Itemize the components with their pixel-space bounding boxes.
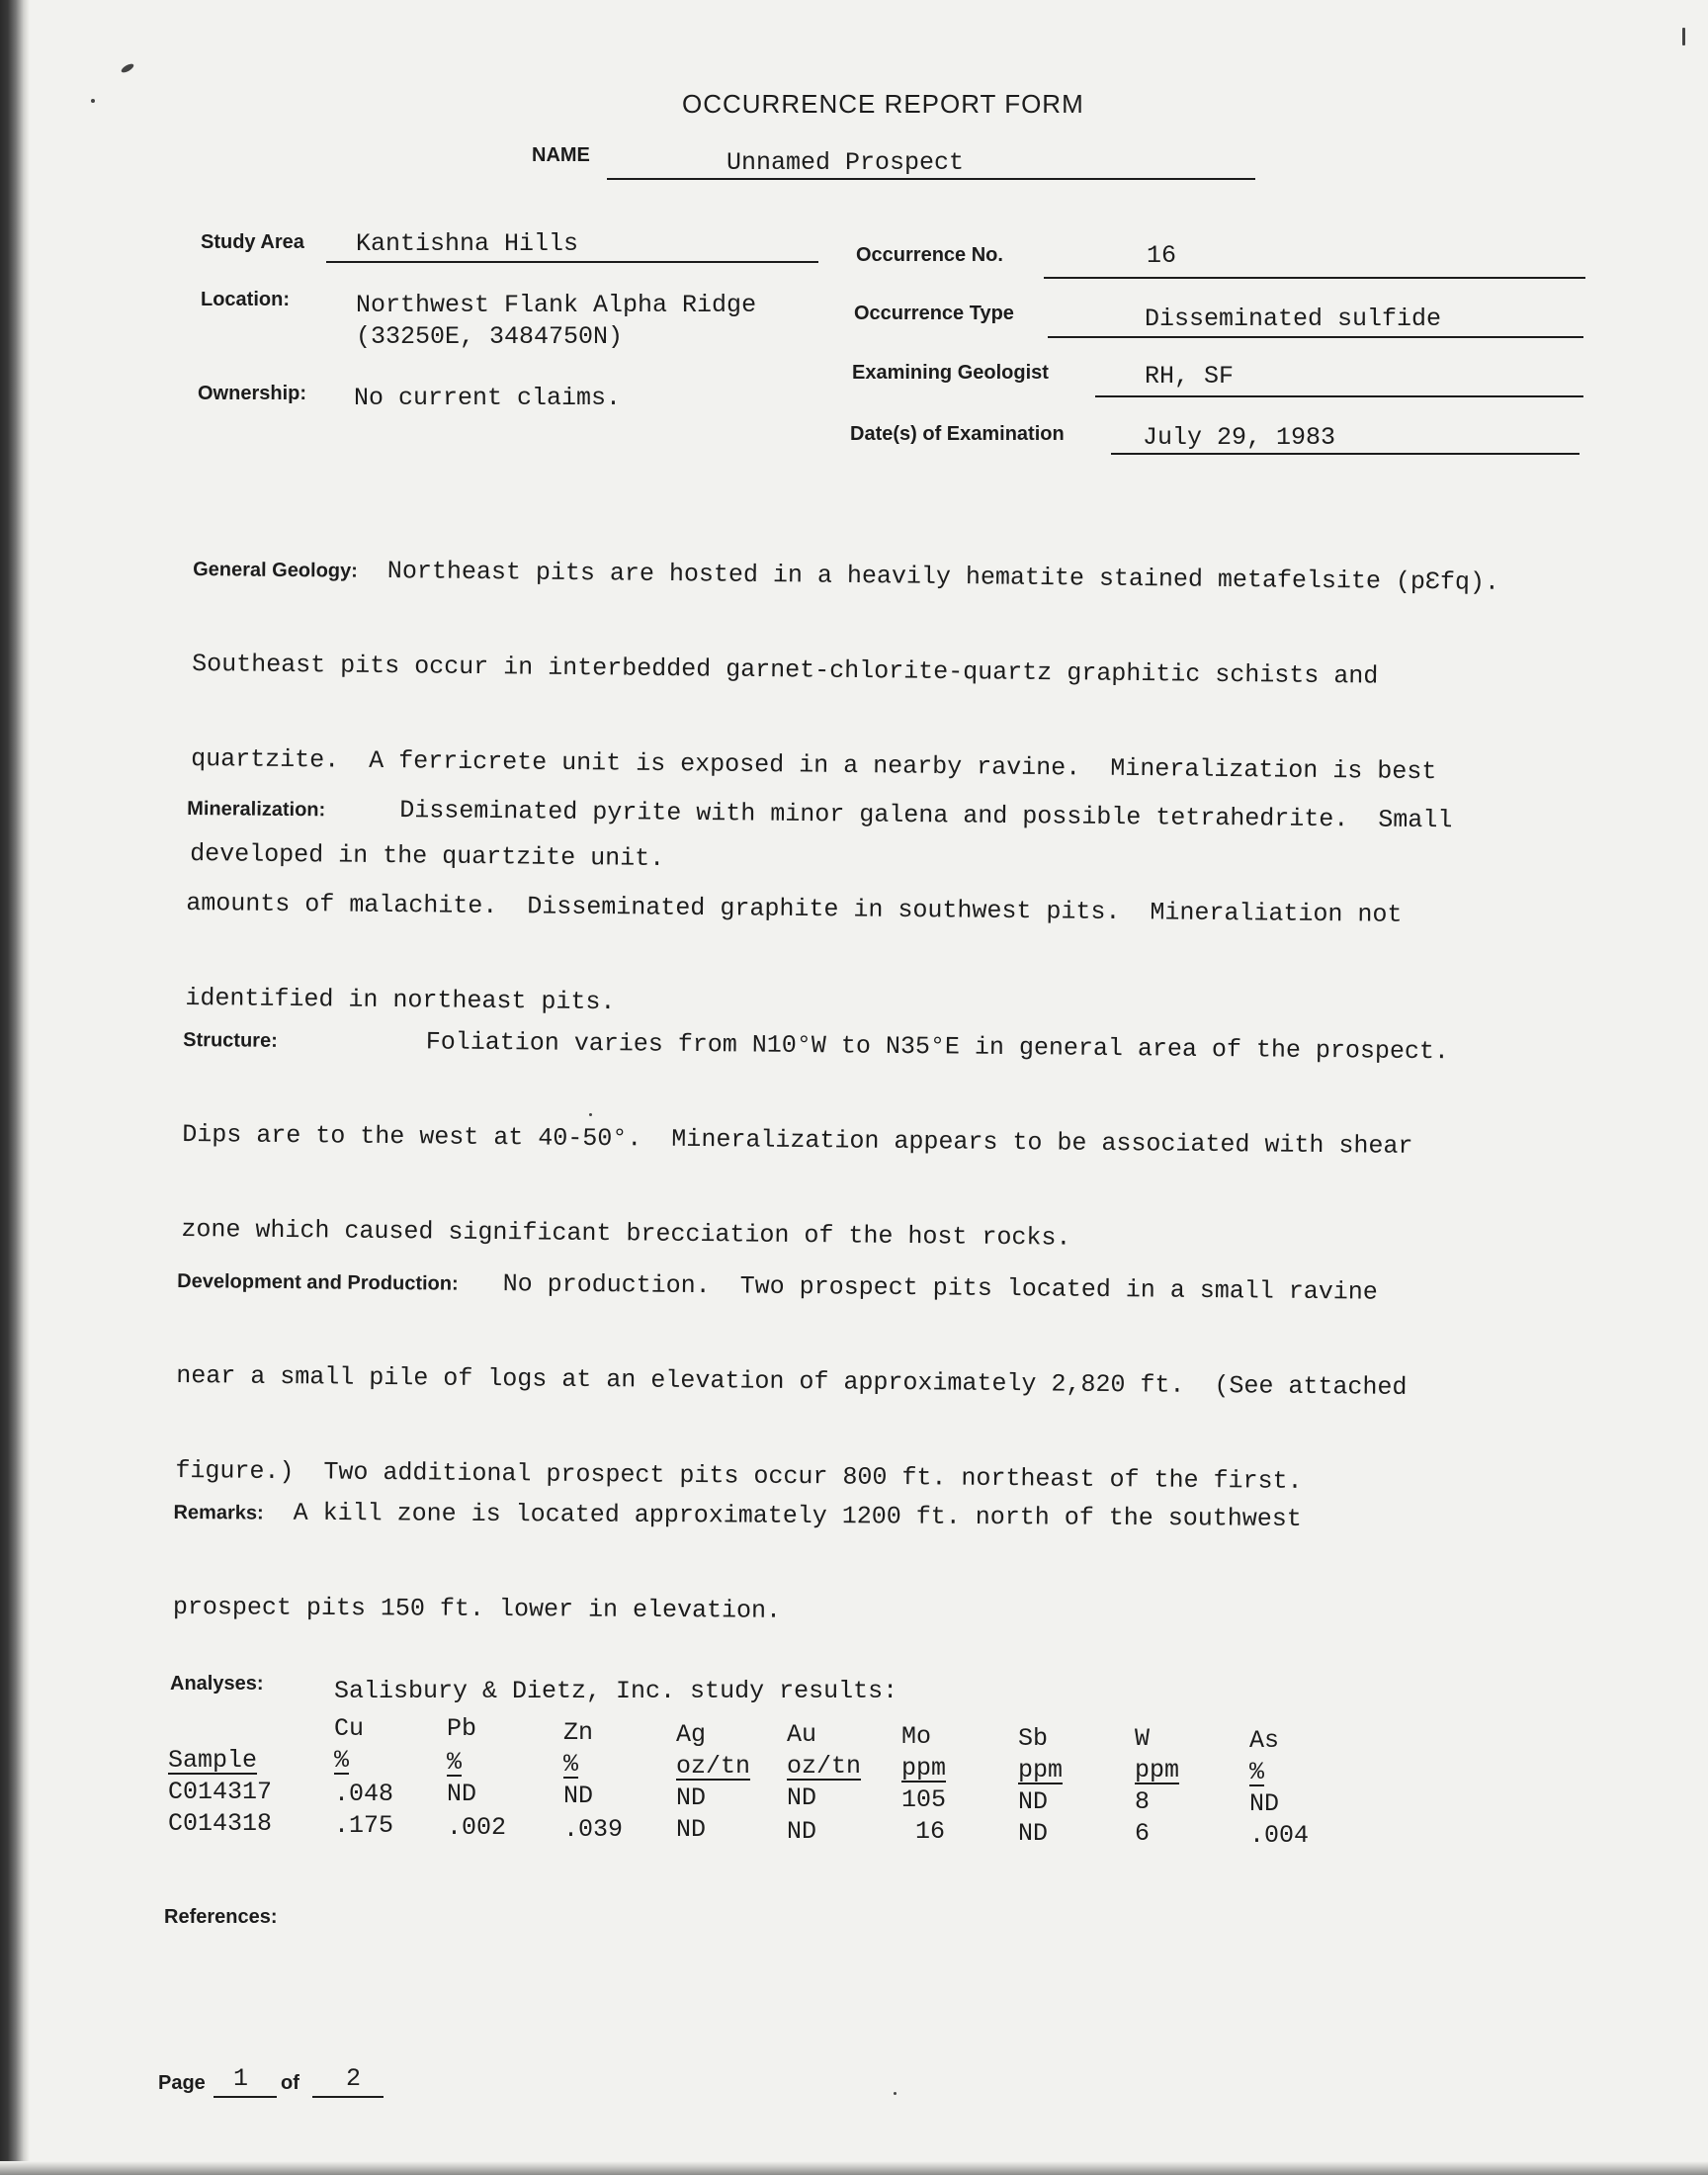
table-cell: 16 [915,1817,946,1846]
mineralization-label: Mineralization: [187,797,326,822]
column-element: Pb [447,1714,477,1743]
occurrence-no-label: Occurrence No. [856,244,1003,266]
page-binding-edge [0,0,30,2175]
remarks-label: Remarks: [173,1501,264,1524]
general-geology-line: quartzite. A ferricrete unit is exposed in a nearby ravine. Mineralization is best [191,743,1437,787]
geologist-value: RH, SF [1145,362,1235,391]
structure-line: zone which caused significant brecciation of the host rocks. [181,1214,1071,1253]
table-cell: ND [676,1784,707,1812]
ownership-value: No current claims. [354,384,622,412]
study-area-label: Study Area [201,231,304,253]
name-label: NAME [532,144,590,166]
table-cell: ND [563,1782,594,1810]
analyses-label: Analyses: [170,1673,264,1695]
column-unit: ppm [1135,1756,1180,1784]
table-cell: 8 [1135,1787,1151,1816]
table-cell: .004 [1249,1821,1310,1850]
column-element: As [1249,1726,1280,1755]
development-line: No production. Two prospect pits located in a small ravine [458,1268,1378,1307]
structure-line: Foliation varies from N10°W to N35°E in general area of the prospect. [277,1025,1450,1067]
geologist-label: Examining Geologist [852,362,1049,384]
mineralization-line: identified in northeast pits. [185,983,616,1017]
column-element: Cu [334,1714,365,1743]
table-cell: ND [1018,1819,1049,1848]
column-unit: % [563,1750,579,1779]
remarks-section [173,1434,1303,1662]
date-underline [1111,453,1580,455]
occurrence-no-underline [1044,277,1585,279]
scan-speck [1682,28,1685,45]
column-element: Au [787,1720,817,1749]
page-number: 1 [233,2064,249,2093]
development-line: near a small pile of logs at an elevation of approximately 2,820 ft. (See attached [176,1360,1408,1402]
of-label: of [281,2072,299,2094]
page-total: 2 [346,2064,362,2093]
location-label: Location: [201,289,290,310]
page-bottom-edge [0,2161,1708,2175]
scan-speck [894,2092,897,2095]
column-element: W [1135,1724,1151,1753]
analyses-source: Salisbury & Dietz, Inc. study results: [334,1677,898,1705]
general-geology-line: Northeast pits are hosted in a heavily hematite stained metafelsite (pƐfq). [357,556,1500,597]
structure-line: Dips are to the west at 40-50°. Mineralization appears to be associated with shear [182,1119,1413,1161]
location-line-1: Northwest Flank Alpha Ridge [356,291,757,319]
date-value: July 29, 1983 [1143,423,1336,452]
references-label: References: [164,1906,278,1928]
table-cell: ND [1018,1787,1049,1816]
occurrence-type-value: Disseminated sulfide [1145,304,1442,333]
general-geology-line: developed in the quartzite unit. [189,838,665,874]
scan-speck [91,99,95,103]
name-underline [607,178,1255,180]
date-label: Date(s) of Examination [850,423,1065,445]
occurrence-type-underline [1048,336,1583,338]
table-cell: ND [676,1815,707,1844]
table-cell: 105 [901,1785,947,1814]
column-unit: % [1249,1758,1265,1786]
column-element: Zn [563,1718,594,1747]
column-unit: oz/tn [787,1752,862,1781]
column-element: Mo [901,1722,932,1751]
column-unit: oz/tn [676,1752,751,1781]
remarks-line: prospect pits 150 ft. lower in elevation. [172,1592,782,1625]
development-label: Development and Production: [177,1269,459,1295]
table-cell: ND [1249,1789,1280,1818]
table-cell: ND [787,1784,817,1812]
structure-label: Structure: [183,1028,278,1052]
remarks-line: A kill zone is located approximately 1200 ft. north of the southwest [263,1498,1302,1533]
column-unit: ppm [901,1754,947,1783]
column-unit: ppm [1018,1756,1064,1784]
sample-header: Sample [168,1746,258,1775]
form-title: OCCURRENCE REPORT FORM [682,89,1084,119]
column-unit: % [447,1748,463,1777]
name-value: Unnamed Prospect [726,148,965,177]
geologist-underline [1095,395,1583,397]
page-label: Page [158,2072,206,2094]
page-underline [214,2096,277,2098]
mineralization-line: amounts of malachite. Disseminated graphite in southwest pits. Mineraliation not [186,888,1403,929]
sample-id: C014317 [168,1778,273,1806]
table-cell: ND [787,1817,817,1846]
ownership-label: Ownership: [198,383,307,404]
sample-id: C014318 [168,1809,273,1838]
column-unit: % [334,1746,350,1775]
occurrence-no-value: 16 [1147,241,1177,270]
general-geology-label: General Geology: [193,558,358,582]
table-cell: .039 [563,1815,624,1844]
location-line-2: (33250E, 3484750N) [356,322,624,351]
table-cell: ND [447,1780,477,1808]
development-line: figure.) Two additional prospect pits occur 800 ft. northeast of the first. [175,1455,1303,1496]
column-element: Sb [1018,1724,1049,1753]
table-cell: .048 [334,1780,394,1808]
study-area-value: Kantishna Hills [356,229,579,258]
total-underline [312,2096,384,2098]
general-geology-line: Southeast pits occur in interbedded garnet-chlorite-quartz graphitic schists and [192,649,1379,691]
scan-speck [120,62,134,74]
study-area-underline [326,261,818,263]
table-cell: .002 [447,1813,507,1842]
scan-speck [589,1113,592,1116]
mineralization-line: Disseminated pyrite with minor galena and possible tetrahedrite. Small [325,795,1453,835]
occurrence-type-label: Occurrence Type [854,303,1014,324]
table-cell: 6 [1135,1819,1151,1848]
table-cell: .175 [334,1811,394,1840]
column-element: Ag [676,1720,707,1749]
